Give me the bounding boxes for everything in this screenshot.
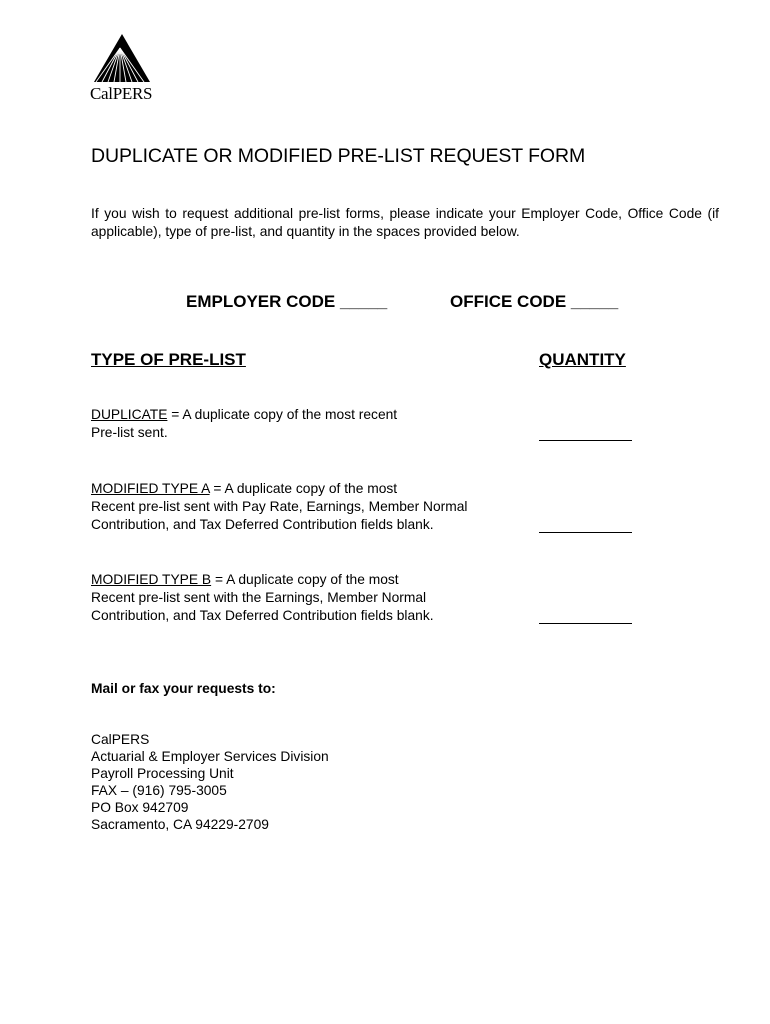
address-line: Payroll Processing Unit <box>91 766 234 781</box>
item-desc-line: Recent pre-list sent with Pay Rate, Earnings, Member Normal <box>91 499 468 514</box>
item-label: MODIFIED TYPE A <box>91 481 210 496</box>
type-heading: TYPE OF PRE-LIST <box>91 350 246 369</box>
address-line: PO Box 942709 <box>91 800 189 815</box>
quantity-blank-modified-a[interactable] <box>539 532 632 533</box>
item-desc: = A duplicate copy of the most recent <box>167 407 398 422</box>
item-desc: = A duplicate copy of the most <box>209 481 398 496</box>
calpers-triangle-icon <box>86 30 162 90</box>
address-line: Actuarial & Employer Services Division <box>91 749 329 764</box>
item-desc-line: Contribution, and Tax Deferred Contribution fields blank. <box>91 517 434 532</box>
quantity-blank-modified-b[interactable] <box>539 623 632 624</box>
mail-heading: Mail or fax your requests to: <box>91 681 276 696</box>
form-title: DUPLICATE OR MODIFIED PRE-LIST REQUEST FORM <box>91 145 586 167</box>
item-label: DUPLICATE <box>91 407 168 422</box>
address-line: Sacramento, CA 94229-2709 <box>91 817 269 832</box>
intro-paragraph: If you wish to request additional pre-list forms, please indicate your Employer Code, Office Code (if applicable), type of pre-list, and quantity in the spaces provided below. <box>91 206 719 239</box>
item-desc: = A duplicate copy of the most <box>211 572 399 587</box>
item-desc-line: Pre-list sent. <box>91 425 168 440</box>
logo-wordmark: CalPERS <box>90 84 153 103</box>
item-desc-line: Contribution, and Tax Deferred Contribution fields blank. <box>91 608 434 623</box>
employer-code-field[interactable]: EMPLOYER CODE _____ <box>186 292 388 311</box>
quantity-blank-duplicate[interactable] <box>539 440 632 441</box>
quantity-heading: QUANTITY <box>539 350 626 369</box>
mailing-address <box>91 731 329 833</box>
address-line: FAX – (916) 795-3005 <box>91 783 227 798</box>
address-line: CalPERS <box>91 732 150 747</box>
list-item-duplicate <box>91 406 397 442</box>
item-desc-line: Recent pre-list sent with the Earnings, Member Normal <box>91 590 427 605</box>
item-label: MODIFIED TYPE B <box>91 572 212 587</box>
office-code-field[interactable]: OFFICE CODE _____ <box>450 292 619 311</box>
list-item-modified-a <box>91 480 468 534</box>
list-item-modified-b <box>91 571 434 625</box>
